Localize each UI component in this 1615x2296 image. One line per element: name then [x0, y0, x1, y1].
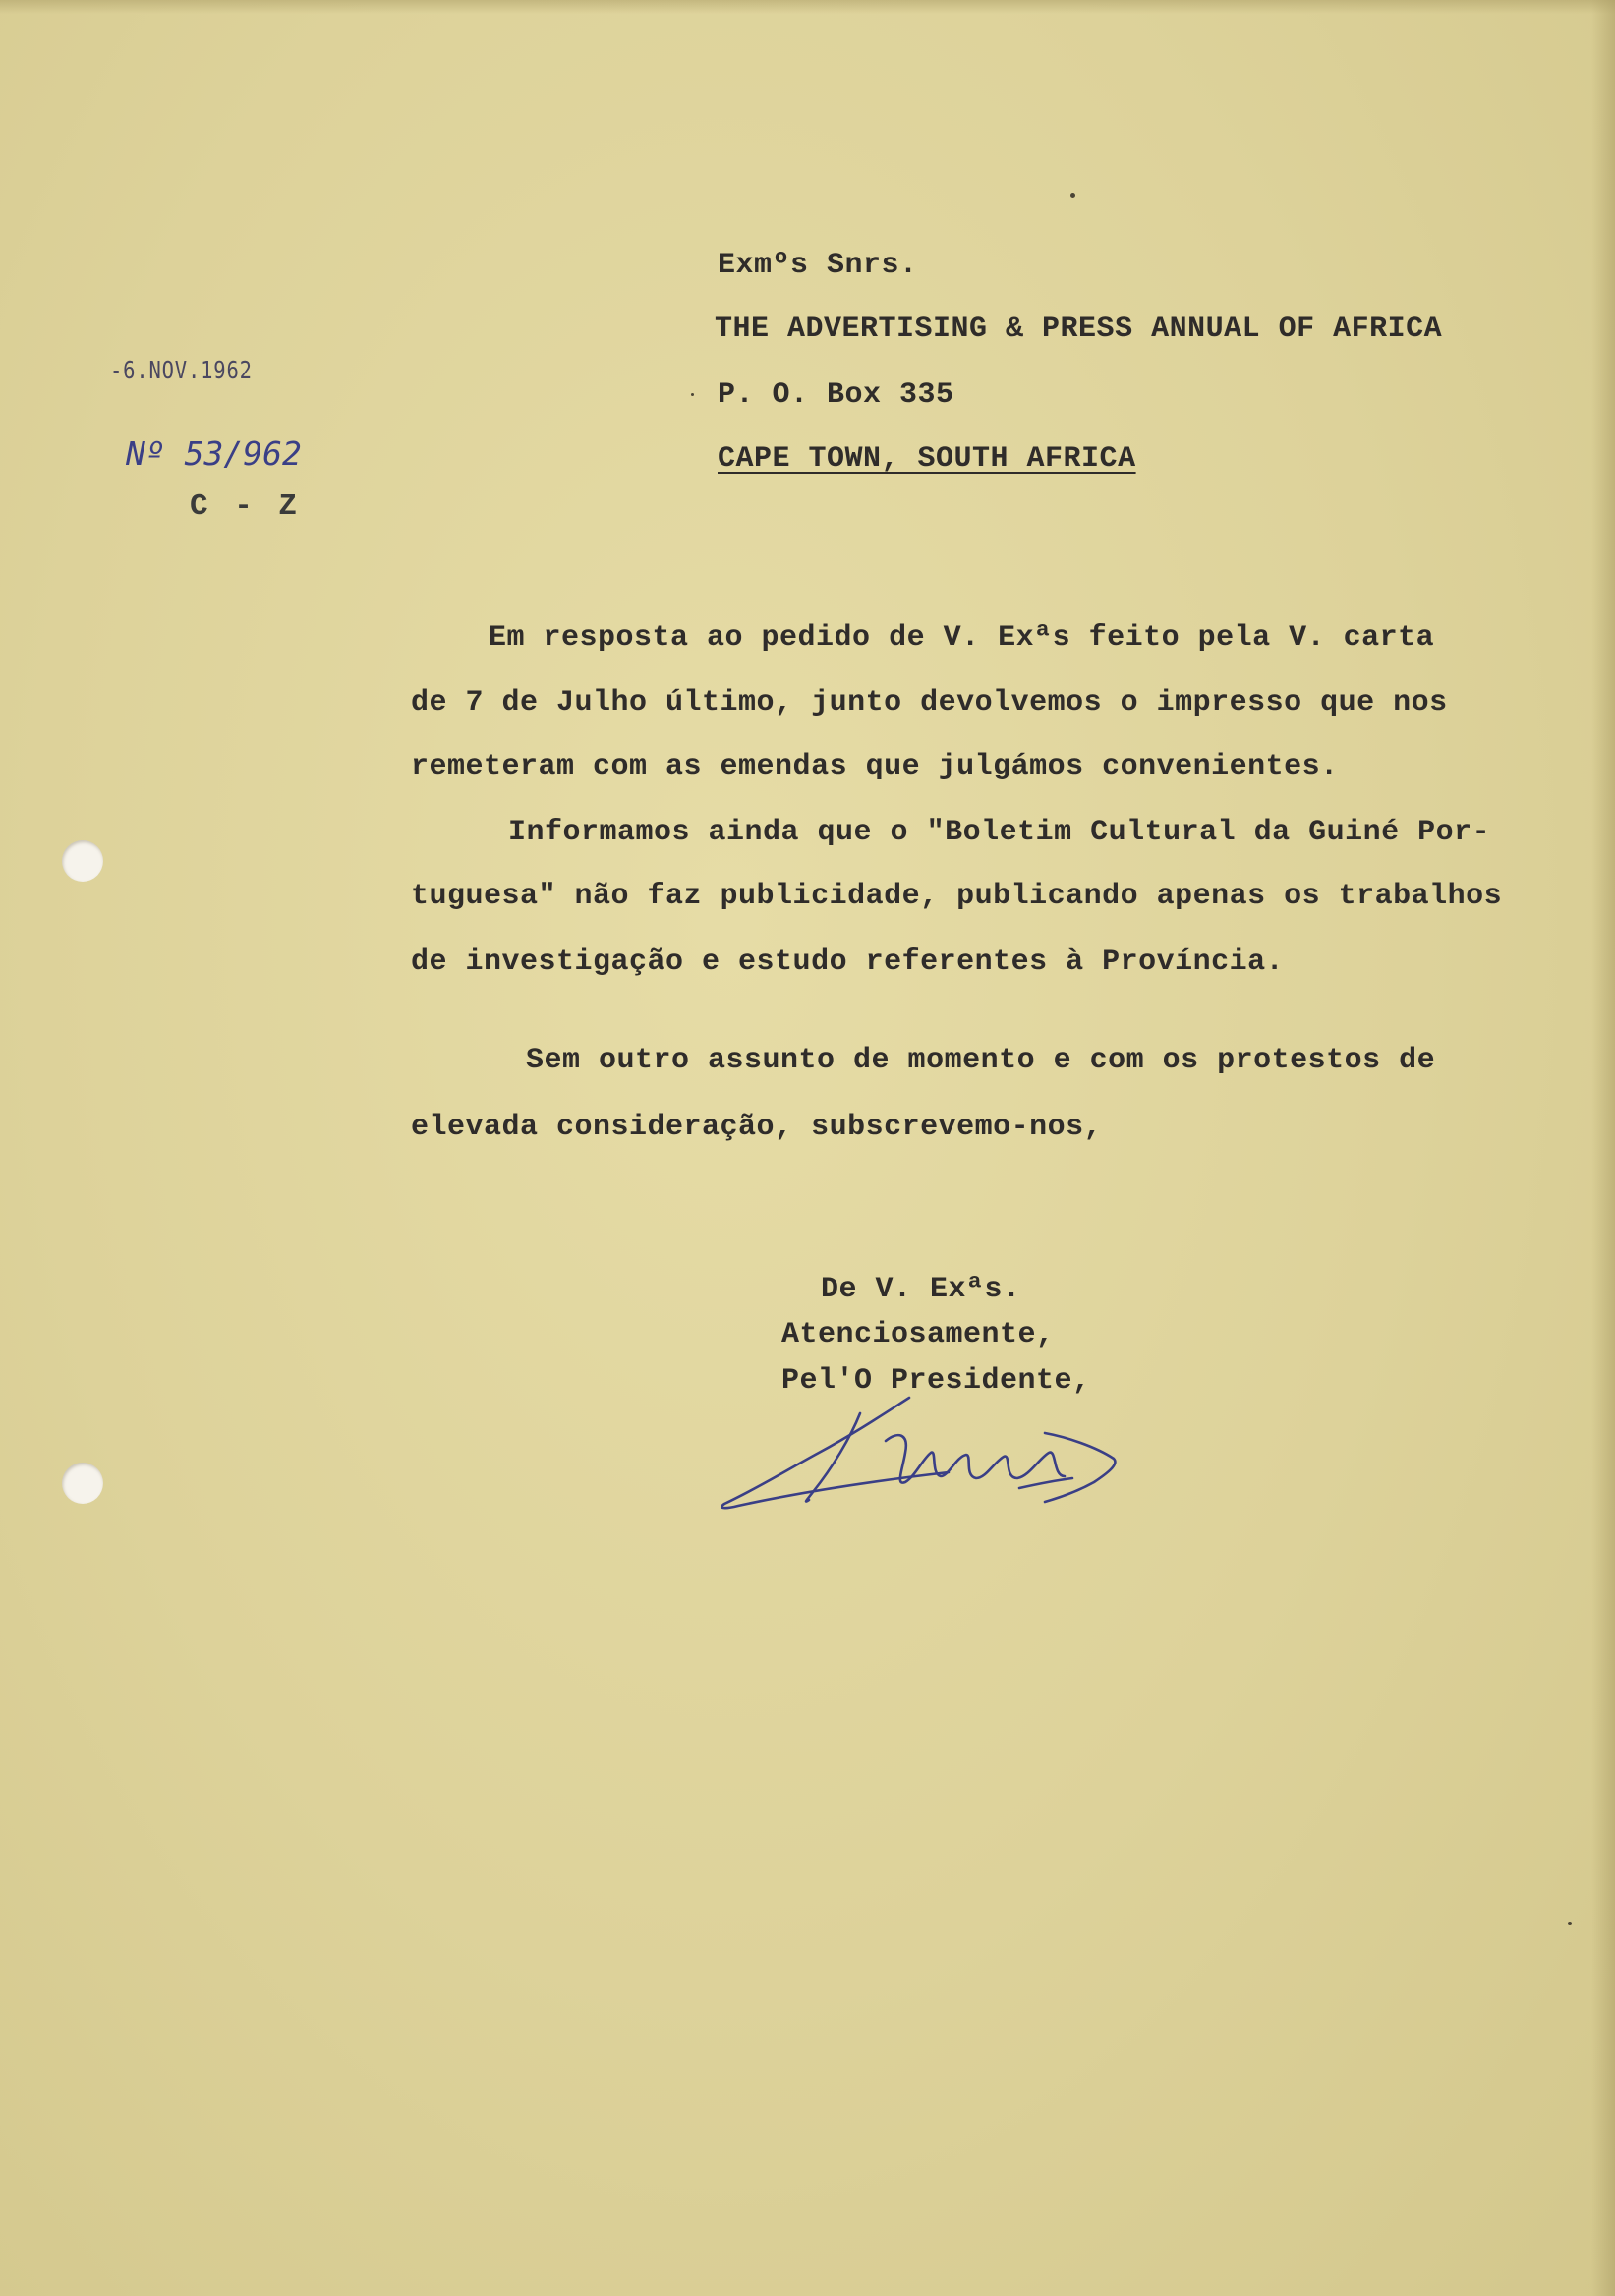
- ink-speck: [691, 393, 694, 396]
- paper-top-edge: [0, 0, 1615, 14]
- body-line: de 7 de Julho último, junto devolvemos o impresso que nos: [411, 686, 1448, 719]
- reference-number: Nº 53/962: [126, 434, 302, 473]
- body-line: de investigação e estudo referentes à Província.: [411, 946, 1285, 979]
- recipient-city: CAPE TOWN, SOUTH AFRICA: [718, 442, 1136, 476]
- closing-address: De V. Exªs.: [821, 1273, 1021, 1306]
- ink-speck: [1568, 1922, 1572, 1925]
- body-line: Informamos ainda que o "Boletim Cultural da Guiné Por-: [508, 816, 1491, 849]
- recipient-salutation: Exmºs Snrs.: [718, 249, 918, 282]
- punch-hole-lower: [62, 1463, 103, 1504]
- punch-hole-upper: [62, 840, 103, 882]
- reference-initials: C - Z: [190, 489, 302, 524]
- closing-greeting: Atenciosamente,: [781, 1318, 1055, 1351]
- body-line: Sem outro assunto de momento e com os protestos de: [526, 1044, 1436, 1077]
- closing-on-behalf: Pel'O Presidente,: [781, 1364, 1091, 1398]
- paper-right-edge: [1591, 0, 1615, 2296]
- body-line: tuguesa" não faz publicidade, publicando apenas os trabalhos: [411, 880, 1503, 913]
- ink-speck: [1070, 193, 1075, 198]
- recipient-po-box: P. O. Box 335: [718, 378, 954, 412]
- body-line: elevada consideração, subscrevemo-nos,: [411, 1111, 1103, 1144]
- body-line: Em resposta ao pedido de V. Exªs feito pela V. carta: [489, 621, 1435, 655]
- recipient-organization: THE ADVERTISING & PRESS ANNUAL OF AFRICA: [715, 313, 1443, 346]
- received-date-stamp: -6.NOV.1962: [110, 356, 253, 384]
- body-line: remeteram com as emendas que julgámos convenientes.: [411, 750, 1339, 783]
- handwritten-signature: [713, 1394, 1155, 1521]
